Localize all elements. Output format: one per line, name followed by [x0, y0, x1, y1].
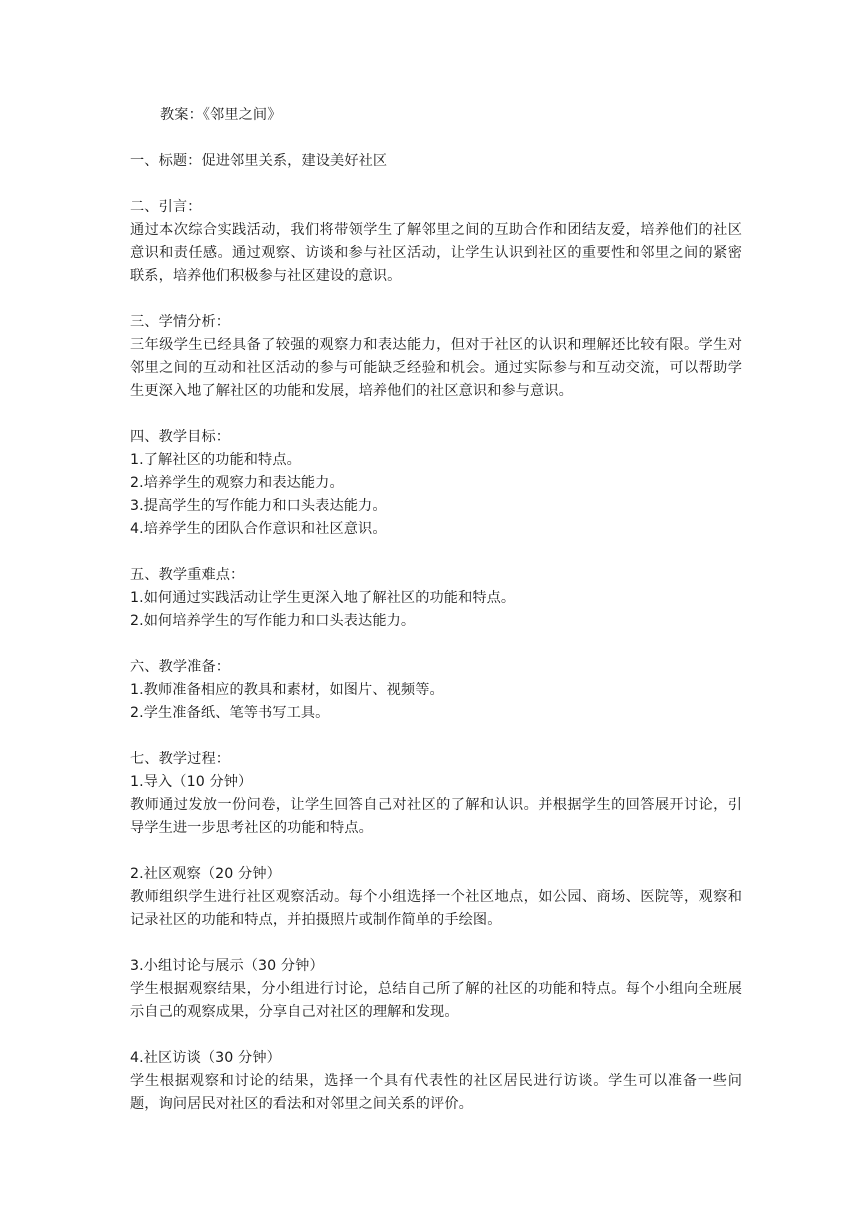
spacer — [130, 932, 742, 955]
goal-item: 3.提高学生的写作能力和口头表达能力。 — [130, 498, 387, 514]
spacer — [130, 1024, 742, 1047]
process-step-text: 教师通过发放一份问卷，让学生回答自己对社区的了解和认识。并根据学生的回答展开讨论，引导学生进一步思考社区的功能和特点。 — [130, 797, 742, 836]
process-step-text: 学生根据观察结果，分小组进行讨论，总结自己所了解的社区的功能和特点。每个小组向全班展示自己的观察成果，分享自己对社区的理解和发现。 — [130, 981, 742, 1020]
section-heading-process: 七、教学过程： — [130, 751, 231, 767]
spacer — [130, 403, 742, 426]
section-heading-key-points: 五、教学重难点： — [130, 567, 245, 583]
intro-paragraph: 通过本次综合实践活动，我们将带领学生了解邻里之间的互助合作和团结友爱，培养他们的社区意识和责任感。通过观察、访谈和参与社区活动，让学生认识到社区的重要性和邻里之间的紧密联系，培养他们积极参与社区建设的意识。 — [130, 222, 742, 284]
analysis-paragraph: 三年级学生已经具备了较强的观察力和表达能力，但对于社区的认识和理解还比较有限。学生对邻里之间的互动和社区活动的参与可能缺乏经验和机会。通过实际参与和互动交流，可以帮助学生更深入地了解社区的功能和发展，培养他们的社区意识和参与意识。 — [130, 337, 742, 399]
spacer — [130, 633, 742, 656]
process-step-text: 教师组织学生进行社区观察活动。每个小组选择一个社区地点，如公园、商场、医院等，观察和记录社区的功能和特点，并拍摄照片或制作简单的手绘图。 — [130, 889, 742, 928]
section-heading-preparation: 六、教学准备： — [130, 659, 231, 675]
document-body — [130, 104, 742, 1116]
goal-item: 2.培养学生的观察力和表达能力。 — [130, 475, 344, 491]
spacer — [130, 840, 742, 863]
goal-item: 1.了解社区的功能和特点。 — [130, 452, 301, 468]
goal-item: 4.培养学生的团队合作意识和社区意识。 — [130, 521, 387, 537]
preparation-item: 1.教师准备相应的教具和素材，如图片、视频等。 — [130, 682, 444, 698]
process-step-title: 3.小组讨论与展示（30 分钟） — [130, 958, 324, 974]
section-heading-title: 一、标题：促进邻里关系，建设美好社区 — [130, 153, 388, 169]
spacer — [130, 127, 742, 150]
section-heading-intro: 二、引言： — [130, 199, 202, 215]
spacer — [130, 173, 742, 196]
spacer — [130, 288, 742, 311]
key-point-item: 1.如何通过实践活动让学生更深入地了解社区的功能和特点。 — [130, 590, 516, 606]
document-title: 教案：《邻里之间》 — [160, 107, 282, 123]
process-step-title: 2.社区观察（20 分钟） — [130, 866, 281, 882]
process-step-title: 1.导入（10 分钟） — [130, 774, 253, 790]
spacer — [130, 725, 742, 748]
spacer — [130, 541, 742, 564]
process-step-title: 4.社区访谈（30 分钟） — [130, 1050, 281, 1066]
process-step-text: 学生根据观察和讨论的结果，选择一个具有代表性的社区居民进行访谈。学生可以准备一些问题，询问居民对社区的看法和对邻里之间关系的评价。 — [130, 1073, 742, 1112]
key-point-item: 2.如何培养学生的写作能力和口头表达能力。 — [130, 613, 416, 629]
preparation-item: 2.学生准备纸、笔等书写工具。 — [130, 705, 330, 721]
section-heading-goals: 四、教学目标： — [130, 429, 231, 445]
section-heading-analysis: 三、学情分析： — [130, 314, 231, 330]
